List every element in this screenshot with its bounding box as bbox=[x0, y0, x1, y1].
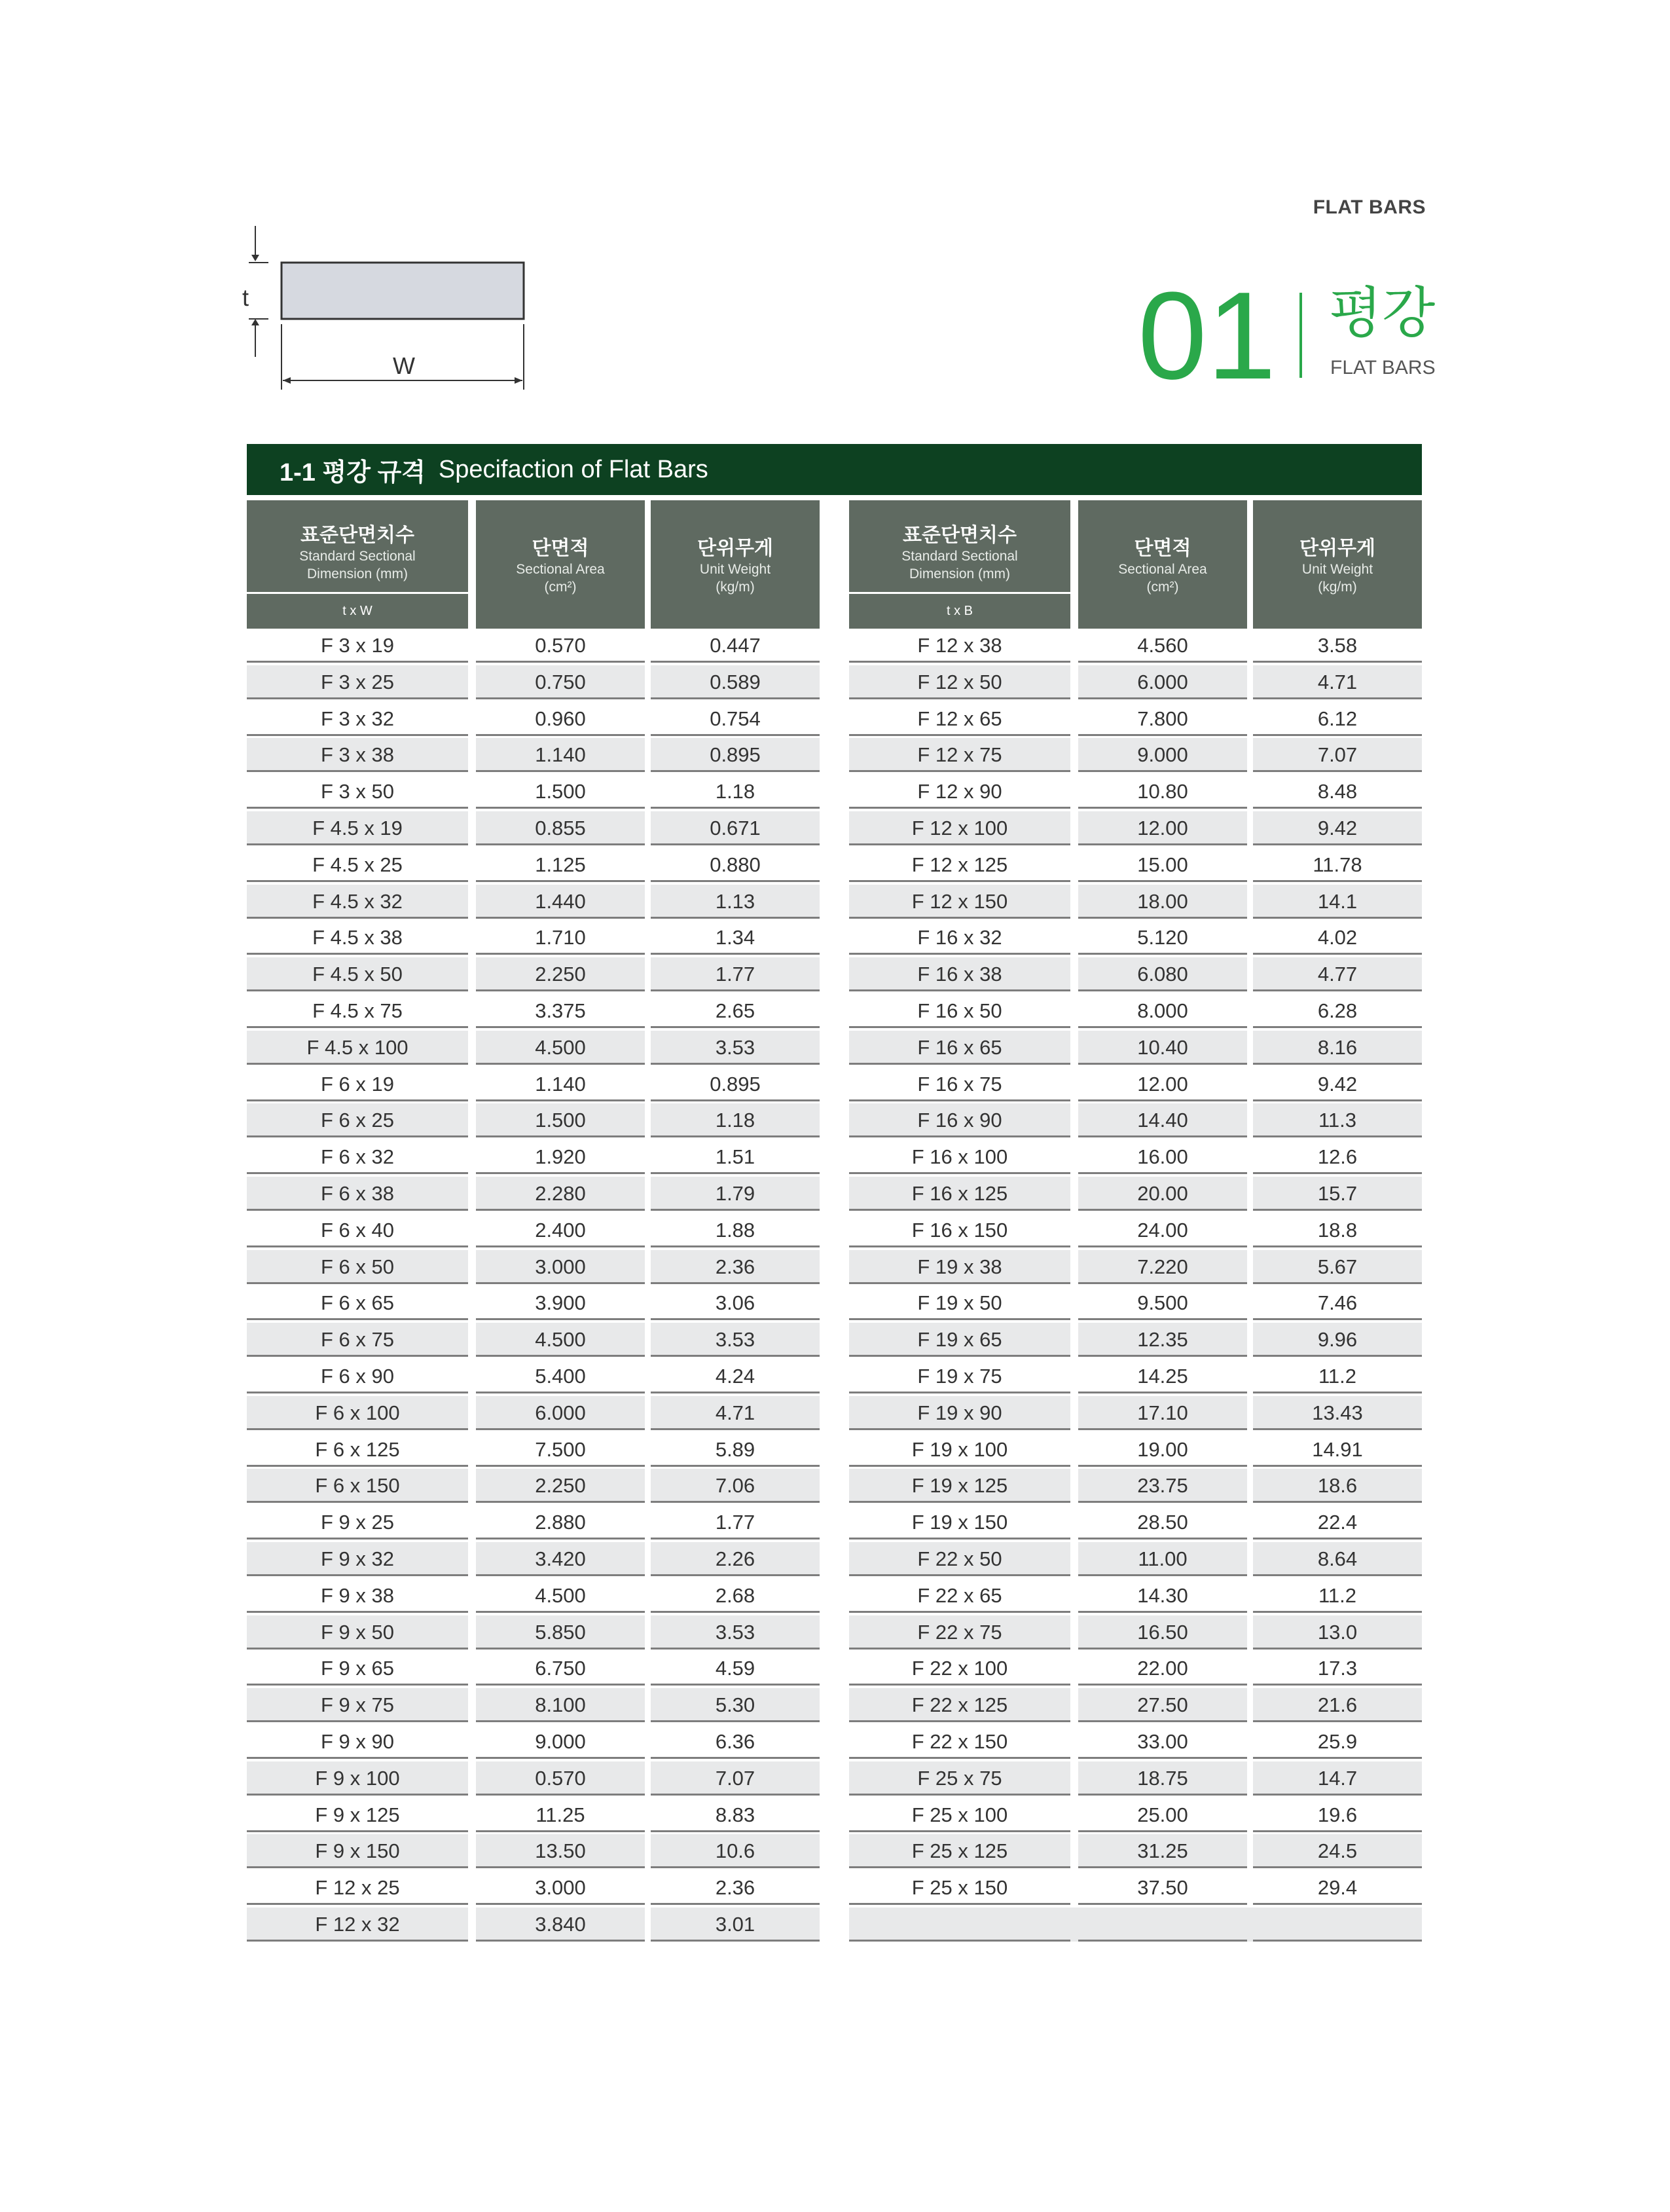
cell-dimension: F 3 x 25 bbox=[247, 665, 468, 699]
cell-dimension: F 19 x 65 bbox=[849, 1323, 1070, 1357]
cell-dimension: F 16 x 125 bbox=[849, 1177, 1070, 1211]
cell-weight: 8.48 bbox=[1253, 775, 1422, 809]
cell-weight: 9.42 bbox=[1253, 1067, 1422, 1101]
cell-area: 4.500 bbox=[476, 1323, 645, 1357]
cell-weight: 19.6 bbox=[1253, 1798, 1422, 1832]
cell-area: 22.00 bbox=[1078, 1651, 1247, 1686]
cell-weight: 0.880 bbox=[651, 848, 820, 882]
cell-weight: 1.77 bbox=[651, 1505, 820, 1539]
cell-dimension: F 19 x 50 bbox=[849, 1286, 1070, 1320]
cell-weight: 1.18 bbox=[651, 1103, 820, 1137]
cell-dimension: F 9 x 38 bbox=[247, 1579, 468, 1613]
cell-dimension: F 6 x 65 bbox=[247, 1286, 468, 1320]
cell-area: 14.30 bbox=[1078, 1579, 1247, 1613]
cell-weight: 14.91 bbox=[1253, 1433, 1422, 1467]
width-label: W bbox=[393, 352, 415, 379]
cell-dimension: F 3 x 32 bbox=[247, 702, 468, 736]
cell-weight: 6.28 bbox=[1253, 994, 1422, 1028]
cell-weight: 11.2 bbox=[1253, 1359, 1422, 1393]
cell-weight: 0.589 bbox=[651, 665, 820, 699]
cell-area: 1.140 bbox=[476, 1067, 645, 1101]
cell-area: 8.000 bbox=[1078, 994, 1247, 1028]
cell-dimension: F 6 x 40 bbox=[247, 1213, 468, 1247]
cell-dimension: F 19 x 100 bbox=[849, 1433, 1070, 1467]
cell-area: 2.280 bbox=[476, 1177, 645, 1211]
cell-area: 0.855 bbox=[476, 811, 645, 845]
cell-area: 3.375 bbox=[476, 994, 645, 1028]
cell-weight: 7.07 bbox=[1253, 738, 1422, 772]
cell-weight: 1.51 bbox=[651, 1140, 820, 1174]
cell-weight: 4.71 bbox=[1253, 665, 1422, 699]
cell-area: 10.80 bbox=[1078, 775, 1247, 809]
cell-area: 6.000 bbox=[1078, 665, 1247, 699]
cell-weight: 1.88 bbox=[651, 1213, 820, 1247]
cell-area: 16.50 bbox=[1078, 1615, 1247, 1650]
cell-dimension: F 9 x 65 bbox=[247, 1651, 468, 1686]
cell-dimension: F 22 x 50 bbox=[849, 1542, 1070, 1576]
cell-weight: 11.2 bbox=[1253, 1579, 1422, 1613]
cell-weight: 2.68 bbox=[651, 1579, 820, 1613]
cell-weight: 5.30 bbox=[651, 1688, 820, 1722]
section-number: 1-1 평강 규격 bbox=[280, 458, 426, 487]
cell-weight: 7.07 bbox=[651, 1761, 820, 1796]
cell-dimension: F 4.5 x 19 bbox=[247, 811, 468, 845]
cell-weight: 2.26 bbox=[651, 1542, 820, 1576]
cell-area: 5.120 bbox=[1078, 921, 1247, 955]
cell-dimension: F 16 x 65 bbox=[849, 1031, 1070, 1065]
cell-weight: 1.77 bbox=[651, 957, 820, 991]
cell-dimension: F 12 x 38 bbox=[849, 629, 1070, 663]
cell-weight: 2.36 bbox=[651, 1871, 820, 1905]
cell-weight: 11.78 bbox=[1253, 848, 1422, 882]
cell-weight: 1.79 bbox=[651, 1177, 820, 1211]
chapter-separator bbox=[1299, 293, 1302, 378]
cell-dimension: F 3 x 19 bbox=[247, 629, 468, 663]
cell-weight: 9.42 bbox=[1253, 811, 1422, 845]
cell-area: 11.25 bbox=[476, 1798, 645, 1832]
cell-area: 1.500 bbox=[476, 775, 645, 809]
cell-weight: 0.895 bbox=[651, 1067, 820, 1101]
cell-dimension: F 25 x 150 bbox=[849, 1871, 1070, 1905]
cell-weight: 0.447 bbox=[651, 629, 820, 663]
cell-dimension: F 16 x 150 bbox=[849, 1213, 1070, 1247]
cell-dimension: F 22 x 125 bbox=[849, 1688, 1070, 1722]
cell-dimension: F 25 x 125 bbox=[849, 1834, 1070, 1868]
cell-area: 7.500 bbox=[476, 1433, 645, 1467]
cell-area: 4.500 bbox=[476, 1031, 645, 1065]
cell-dimension: F 9 x 90 bbox=[247, 1725, 468, 1759]
cell-weight: 11.3 bbox=[1253, 1103, 1422, 1137]
cell-area: 2.250 bbox=[476, 1469, 645, 1503]
cell-weight: 4.24 bbox=[651, 1359, 820, 1393]
cell-weight: 7.06 bbox=[651, 1469, 820, 1503]
cell-area: 17.10 bbox=[1078, 1396, 1247, 1430]
cell-dimension: F 6 x 38 bbox=[247, 1177, 468, 1211]
cell-weight: 1.34 bbox=[651, 921, 820, 955]
cell-area: 11.00 bbox=[1078, 1542, 1247, 1576]
cell-area: 8.100 bbox=[476, 1688, 645, 1722]
cell-dimension: F 9 x 125 bbox=[247, 1798, 468, 1832]
cell-weight: 8.83 bbox=[651, 1798, 820, 1832]
cell-weight: 10.6 bbox=[651, 1834, 820, 1868]
cell-dimension: F 4.5 x 75 bbox=[247, 994, 468, 1028]
cell-dimension: F 6 x 50 bbox=[247, 1250, 468, 1284]
cell-dimension: F 22 x 150 bbox=[849, 1725, 1070, 1759]
cell-dimension: F 9 x 75 bbox=[247, 1688, 468, 1722]
cell-area: 9.000 bbox=[1078, 738, 1247, 772]
cell-weight: 1.13 bbox=[651, 885, 820, 919]
cell-weight: 0.671 bbox=[651, 811, 820, 845]
cell-weight: 8.16 bbox=[1253, 1031, 1422, 1065]
cell-area: 9.000 bbox=[476, 1725, 645, 1759]
cell-dimension: F 25 x 75 bbox=[849, 1761, 1070, 1796]
cell-weight: 2.65 bbox=[651, 994, 820, 1028]
cell-area: 0.570 bbox=[476, 629, 645, 663]
cell-area: 4.500 bbox=[476, 1579, 645, 1613]
header-dimension-sub: t x B bbox=[849, 594, 1070, 629]
cell-area: 1.125 bbox=[476, 848, 645, 882]
top-label: FLAT BARS bbox=[1313, 196, 1426, 218]
cell-area: 9.500 bbox=[1078, 1286, 1247, 1320]
cell-weight: 18.8 bbox=[1253, 1213, 1422, 1247]
cell-dimension: F 4.5 x 100 bbox=[247, 1031, 468, 1065]
cell-area: 14.40 bbox=[1078, 1103, 1247, 1137]
cell-area: 0.570 bbox=[476, 1761, 645, 1796]
cell-area: 4.560 bbox=[1078, 629, 1247, 663]
cell-weight: 14.7 bbox=[1253, 1761, 1422, 1796]
cell-dimension: F 19 x 125 bbox=[849, 1469, 1070, 1503]
cell-dimension: F 19 x 75 bbox=[849, 1359, 1070, 1393]
cell-area: 10.40 bbox=[1078, 1031, 1247, 1065]
cell-dimension: F 19 x 38 bbox=[849, 1250, 1070, 1284]
cell-dimension bbox=[849, 1908, 1070, 1942]
cell-dimension: F 16 x 32 bbox=[849, 921, 1070, 955]
cell-area: 3.840 bbox=[476, 1908, 645, 1942]
cell-weight: 7.46 bbox=[1253, 1286, 1422, 1320]
cell-dimension: F 12 x 100 bbox=[849, 811, 1070, 845]
cell-weight: 1.18 bbox=[651, 775, 820, 809]
cell-area: 1.920 bbox=[476, 1140, 645, 1174]
cell-area: 6.080 bbox=[1078, 957, 1247, 991]
cell-dimension: F 3 x 38 bbox=[247, 738, 468, 772]
cell-area: 12.00 bbox=[1078, 811, 1247, 845]
cell-area: 33.00 bbox=[1078, 1725, 1247, 1759]
cell-area: 7.800 bbox=[1078, 702, 1247, 736]
row-filler bbox=[1247, 1908, 1253, 1942]
cell-area: 1.710 bbox=[476, 921, 645, 955]
cell-weight: 4.02 bbox=[1253, 921, 1422, 955]
cell-weight: 3.53 bbox=[651, 1615, 820, 1650]
cell-area: 0.750 bbox=[476, 665, 645, 699]
cell-dimension: F 4.5 x 38 bbox=[247, 921, 468, 955]
cell-area: 6.750 bbox=[476, 1651, 645, 1686]
cell-dimension: F 9 x 100 bbox=[247, 1761, 468, 1796]
cell-area: 19.00 bbox=[1078, 1433, 1247, 1467]
cell-dimension: F 12 x 32 bbox=[247, 1908, 468, 1942]
cell-dimension: F 19 x 150 bbox=[849, 1505, 1070, 1539]
cell-area: 18.00 bbox=[1078, 885, 1247, 919]
header-dimension: 표준단면치수 Standard Sectional Dimension (mm) bbox=[849, 500, 1070, 592]
chapter-title-ko: 평강 bbox=[1329, 281, 1436, 345]
header-area: 단면적 Sectional Area (cm²) bbox=[1078, 500, 1247, 629]
cell-area: 14.25 bbox=[1078, 1359, 1247, 1393]
cell-area: 5.850 bbox=[476, 1615, 645, 1650]
cell-dimension: F 6 x 19 bbox=[247, 1067, 468, 1101]
cell-area: 25.00 bbox=[1078, 1798, 1247, 1832]
cell-dimension: F 16 x 90 bbox=[849, 1103, 1070, 1137]
header-dimension: 표준단면치수 Standard Sectional Dimension (mm) bbox=[247, 500, 468, 592]
cell-weight: 4.71 bbox=[651, 1396, 820, 1430]
cell-dimension: F 16 x 75 bbox=[849, 1067, 1070, 1101]
cell-dimension: F 16 x 50 bbox=[849, 994, 1070, 1028]
cell-dimension: F 12 x 125 bbox=[849, 848, 1070, 882]
cell-dimension: F 6 x 100 bbox=[247, 1396, 468, 1430]
cell-dimension: F 4.5 x 25 bbox=[247, 848, 468, 882]
cell-weight: 3.53 bbox=[651, 1323, 820, 1357]
cell-area: 2.400 bbox=[476, 1213, 645, 1247]
header-area: 단면적 Sectional Area (cm²) bbox=[476, 500, 645, 629]
cell-area: 0.960 bbox=[476, 702, 645, 736]
cell-dimension: F 12 x 75 bbox=[849, 738, 1070, 772]
cell-dimension: F 22 x 65 bbox=[849, 1579, 1070, 1613]
cell-dimension: F 6 x 150 bbox=[247, 1469, 468, 1503]
cell-dimension: F 12 x 50 bbox=[849, 665, 1070, 699]
cell-area: 5.400 bbox=[476, 1359, 645, 1393]
cell-dimension: F 12 x 65 bbox=[849, 702, 1070, 736]
cell-area: 16.00 bbox=[1078, 1140, 1247, 1174]
cell-area: 27.50 bbox=[1078, 1688, 1247, 1722]
cell-dimension: F 16 x 38 bbox=[849, 957, 1070, 991]
cell-weight: 21.6 bbox=[1253, 1688, 1422, 1722]
row-filler bbox=[1070, 1908, 1078, 1942]
cell-dimension: F 3 x 50 bbox=[247, 775, 468, 809]
cell-area: 24.00 bbox=[1078, 1213, 1247, 1247]
cell-weight: 3.58 bbox=[1253, 629, 1422, 663]
cell-dimension: F 12 x 90 bbox=[849, 775, 1070, 809]
cell-weight: 29.4 bbox=[1253, 1871, 1422, 1905]
cell-dimension: F 4.5 x 32 bbox=[247, 885, 468, 919]
cell-weight: 17.3 bbox=[1253, 1651, 1422, 1686]
cell-weight bbox=[1253, 1908, 1422, 1942]
cell-weight: 6.36 bbox=[651, 1725, 820, 1759]
cell-dimension: F 4.5 x 50 bbox=[247, 957, 468, 991]
header-dimension-sub: t x W bbox=[247, 594, 468, 629]
cell-dimension: F 12 x 150 bbox=[849, 885, 1070, 919]
cell-weight: 3.53 bbox=[651, 1031, 820, 1065]
cell-weight: 24.5 bbox=[1253, 1834, 1422, 1868]
cell-area: 1.440 bbox=[476, 885, 645, 919]
cell-weight: 25.9 bbox=[1253, 1725, 1422, 1759]
cell-area: 7.220 bbox=[1078, 1250, 1247, 1284]
cell-dimension: F 9 x 32 bbox=[247, 1542, 468, 1576]
cell-area: 12.35 bbox=[1078, 1323, 1247, 1357]
cell-weight: 3.06 bbox=[651, 1286, 820, 1320]
cell-weight: 14.1 bbox=[1253, 885, 1422, 919]
cell-weight: 12.6 bbox=[1253, 1140, 1422, 1174]
cell-weight: 4.77 bbox=[1253, 957, 1422, 991]
cell-area: 13.50 bbox=[476, 1834, 645, 1868]
cell-area: 31.25 bbox=[1078, 1834, 1247, 1868]
cell-area: 15.00 bbox=[1078, 848, 1247, 882]
cell-dimension: F 25 x 100 bbox=[849, 1798, 1070, 1832]
cell-dimension: F 9 x 50 bbox=[247, 1615, 468, 1650]
cell-weight: 3.01 bbox=[651, 1908, 820, 1942]
cell-weight: 5.89 bbox=[651, 1433, 820, 1467]
cell-area: 6.000 bbox=[476, 1396, 645, 1430]
cell-dimension: F 6 x 25 bbox=[247, 1103, 468, 1137]
cell-dimension: F 6 x 32 bbox=[247, 1140, 468, 1174]
thickness-label: t bbox=[242, 284, 249, 311]
cell-area: 12.00 bbox=[1078, 1067, 1247, 1101]
cell-weight: 8.64 bbox=[1253, 1542, 1422, 1576]
cell-weight: 2.36 bbox=[651, 1250, 820, 1284]
cell-dimension: F 16 x 100 bbox=[849, 1140, 1070, 1174]
cell-weight: 22.4 bbox=[1253, 1505, 1422, 1539]
cell-area: 20.00 bbox=[1078, 1177, 1247, 1211]
cell-weight: 6.12 bbox=[1253, 702, 1422, 736]
cell-area: 23.75 bbox=[1078, 1469, 1247, 1503]
cell-dimension: F 6 x 125 bbox=[247, 1433, 468, 1467]
cell-weight: 4.59 bbox=[651, 1651, 820, 1686]
cell-weight: 5.67 bbox=[1253, 1250, 1422, 1284]
cell-area: 37.50 bbox=[1078, 1871, 1247, 1905]
section-title-bar bbox=[247, 444, 1422, 495]
cell-area: 3.420 bbox=[476, 1542, 645, 1576]
chapter-title-en: FLAT BARS bbox=[1330, 357, 1436, 378]
cell-weight: 9.96 bbox=[1253, 1323, 1422, 1357]
flat-bar-diagram bbox=[236, 226, 537, 396]
cell-area: 1.500 bbox=[476, 1103, 645, 1137]
section-title-en: Specifaction of Flat Bars bbox=[438, 455, 708, 483]
cell-dimension: F 12 x 25 bbox=[247, 1871, 468, 1905]
cell-weight: 0.895 bbox=[651, 738, 820, 772]
cell-area: 3.900 bbox=[476, 1286, 645, 1320]
cell-dimension: F 6 x 75 bbox=[247, 1323, 468, 1357]
cell-area bbox=[1078, 1908, 1247, 1942]
chapter-number: 01 bbox=[1138, 267, 1277, 405]
header-weight: 단위무게 Unit Weight (kg/m) bbox=[1253, 500, 1422, 629]
header-weight: 단위무게 Unit Weight (kg/m) bbox=[651, 500, 820, 629]
cell-area: 2.250 bbox=[476, 957, 645, 991]
cell-weight: 0.754 bbox=[651, 702, 820, 736]
cell-weight: 15.7 bbox=[1253, 1177, 1422, 1211]
cell-weight: 13.0 bbox=[1253, 1615, 1422, 1650]
cell-dimension: F 9 x 25 bbox=[247, 1505, 468, 1539]
cell-area: 2.880 bbox=[476, 1505, 645, 1539]
cell-weight: 13.43 bbox=[1253, 1396, 1422, 1430]
cell-area: 3.000 bbox=[476, 1250, 645, 1284]
cell-dimension: F 22 x 100 bbox=[849, 1651, 1070, 1686]
cell-area: 3.000 bbox=[476, 1871, 645, 1905]
cell-dimension: F 6 x 90 bbox=[247, 1359, 468, 1393]
cell-area: 28.50 bbox=[1078, 1505, 1247, 1539]
cell-area: 1.140 bbox=[476, 738, 645, 772]
cell-dimension: F 22 x 75 bbox=[849, 1615, 1070, 1650]
cell-dimension: F 19 x 90 bbox=[849, 1396, 1070, 1430]
cell-dimension: F 9 x 150 bbox=[247, 1834, 468, 1868]
cell-area: 18.75 bbox=[1078, 1761, 1247, 1796]
cell-weight: 18.6 bbox=[1253, 1469, 1422, 1503]
